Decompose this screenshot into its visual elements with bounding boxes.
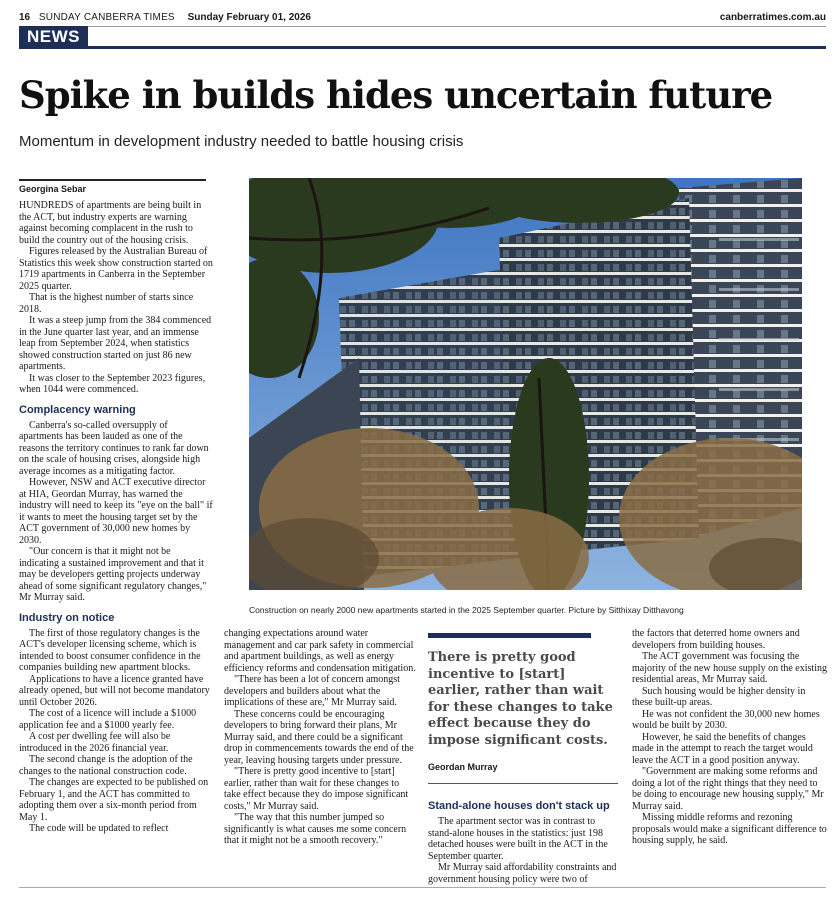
paragraph: The cost of a licence will include a $1000 application fee and a $1000 yearly fee. (19, 708, 197, 731)
paragraph: However, he said the benefits of changes made in the attempt to reach the target would leave the ACT in a good position anyway. (632, 731, 813, 766)
article-column-2 (224, 628, 418, 847)
paragraph: The second change is the adoption of the changes to the national construction code. (19, 754, 193, 777)
paragraph: The changes are expected to be published on February 1, and the ACT has committed to adopting them over a six-month period from May 1. (19, 777, 209, 823)
paragraph: These concerns could be encouraging developers to bring forward their plans, Mr Murray said, and there could be a significant drop in commencements towards the end of the year, leaving housing targets under pressure. (224, 708, 414, 766)
header-divider (19, 26, 826, 27)
paragraph: "There is pretty good incentive to [start] earlier, rather than wait for these changes to take effect because they do impose significant costs," Mr Murray said. (224, 766, 409, 812)
paragraph: The code will be updated to reflect (29, 823, 169, 834)
paragraph: HUNDREDS of apartments are being built in the ACT, but industry experts are warning against becoming complacent in the rush to build the country out of the housing crisis. (19, 200, 202, 246)
section-badge: NEWS (19, 26, 88, 47)
subhead-complacency: Complacency warning (19, 403, 136, 416)
pullquote-attribution: Geordan Murray (428, 762, 498, 772)
apartment-photo (249, 178, 802, 590)
paragraph: "The way that this number jumped so significantly is what causes me some concern that it might not be a smooth recovery." (224, 812, 407, 846)
subhead-standalone: Stand-alone houses don't stack up (428, 800, 610, 812)
article-column-3 (428, 800, 622, 885)
paragraph: That is the highest number of starts since 2018. (19, 292, 194, 315)
photo-caption: Construction on nearly 2000 new apartments started in the 2025 September quarter. Picture by Sitthixay Ditthavong (249, 605, 684, 615)
byline: Georgina Sebar (19, 184, 87, 194)
subhead-industry: Industry on notice (19, 611, 115, 624)
paragraph: The first of those regulatory changes is the ACT's developer licensing scheme, which is intended to boost consumer confidence in the companies building new apartment blocks. (19, 627, 201, 673)
paragraph: It was a steep jump from the 384 commenced in the June quarter last year, and an immense leap from September 2024, when statistics showed construction started on just 86 new apartments. (19, 315, 212, 372)
footer-rule (19, 887, 826, 888)
article-column-4 (632, 628, 827, 847)
top-bar (19, 12, 826, 26)
website-link[interactable]: canberratimes.com.au (719, 12, 826, 23)
paragraph: changing expectations around water management and car park safety in commercial and apartment buildings, as well as energy efficiency reforms and condensation mitigation. (224, 628, 416, 674)
paragraph: It was closer to the September 2023 figures, when 1044 were commenced. (19, 372, 206, 395)
section-rule (19, 46, 826, 49)
paragraph: Missing middle reforms and rezoning proposals would make a significant difference to housing supply, he said. (632, 812, 827, 846)
subheadline: Momentum in development industry needed to battle housing crisis (19, 133, 464, 150)
paragraph: However, NSW and ACT executive director at HIA, Geordan Murray, has warned the industry will need to keep its "eye on the ball" if it wants to meet the housing target set by the ACT government of 30,000 new homes by 2030. (19, 477, 213, 546)
paragraph: Such housing would be higher density in these built-up areas. (632, 685, 806, 708)
paragraph: The ACT government was focusing the majority of the new house supply on the existing residential areas, Mr Murray said. (632, 651, 827, 685)
paragraph: He was not confident the 30,000 new homes would be built by 2030. (632, 708, 820, 731)
pullquote-rule (428, 633, 591, 638)
pullquote-end-rule (428, 783, 618, 784)
paragraph: Mr Murray said affordability constraints and government housing policy were two of (428, 862, 617, 885)
article-column-1 (19, 200, 213, 835)
paragraph: The apartment sector was in contrast to stand-alone houses in the statistics: just 198 detached houses were built in the ACT in the September quarter. (428, 816, 608, 862)
paragraph: Canberra's so-called oversupply of apartments has been lauded as one of the reasons the territory continues to rank far down on the scale of housing crises, alongside high average incomes as a mitigating factor. (19, 419, 209, 477)
issue-date: Sunday February 01, 2026 (187, 12, 311, 23)
byline-rule (19, 179, 206, 181)
apartment-photo-illustration (249, 178, 802, 590)
pullquote: There is pretty good incentive to [start] earlier, rather than wait for these changes to take effect because they do impose significant costs. (428, 650, 613, 748)
paragraph: Figures released by the Australian Bureau of Statistics this week show construction started on 1719 apartments in Canberra in the September 2025 quarter. (19, 246, 213, 292)
headline: Spike in builds hides uncertain future (19, 73, 773, 117)
paragraph: Applications to have a licence granted have already opened, but will not become mandatory until October 2026. (19, 673, 210, 708)
paragraph: A cost per dwelling fee will also be introduced in the 2026 financial year. (19, 731, 171, 754)
paragraph: "Government are making some reforms and doing a lot of the right things that they need to be doing to encourage new housing supply," Mr Murray said. (632, 766, 824, 812)
page-number: 16 (19, 12, 31, 23)
paragraph: "There has been a lot of concern amongst developers and builders about what the implications of these are," Mr Murray said. (224, 674, 400, 708)
publication-name: SUNDAY CANBERRA TIMES (38, 12, 175, 23)
paragraph: "Our concern is that it might not be indicating a sustained improvement and that it may be developers getting projects underway ahead of some significant regulatory changes," Mr Murray said. (19, 546, 207, 603)
paragraph: the factors that deterred home owners and developers from building houses. (632, 628, 800, 651)
